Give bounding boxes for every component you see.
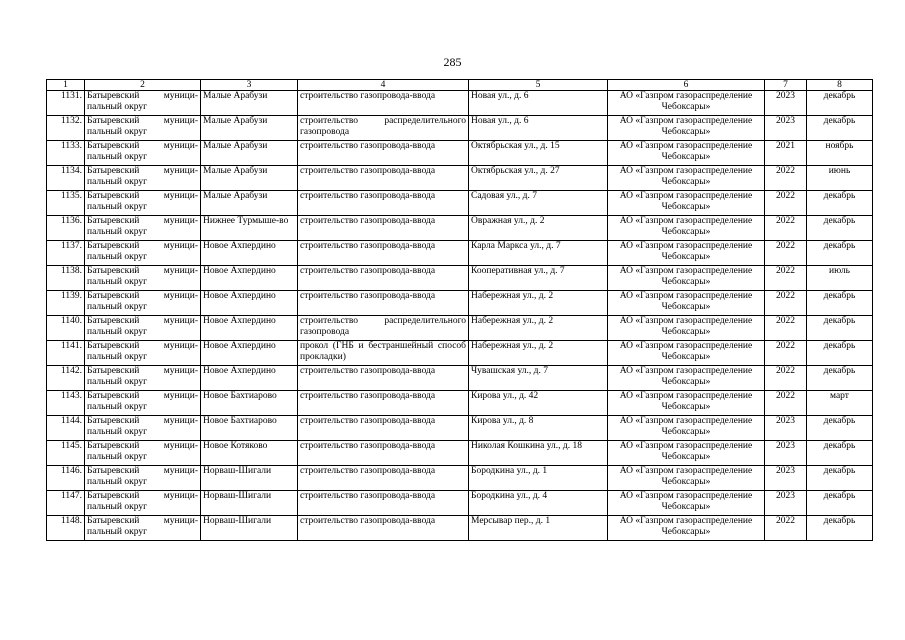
work-type-cell: строительство газопровода-ввода <box>298 91 469 116</box>
district-cell: Батыревский муници-пальный округ <box>85 266 201 291</box>
month-cell: март <box>807 391 873 416</box>
work-type-cell: строительство газопровода-ввода <box>298 366 469 391</box>
month-cell: ноябрь <box>807 141 873 166</box>
organization-cell: АО «Газпром газораспределение Чебоксары» <box>608 316 765 341</box>
page-number: 285 <box>443 55 462 69</box>
organization-cell: АО «Газпром газораспределение Чебоксары» <box>608 291 765 316</box>
table-row <box>47 416 873 441</box>
table-row <box>47 316 873 341</box>
organization-cell: АО «Газпром газораспределение Чебоксары» <box>608 191 765 216</box>
organization-cell: АО «Газпром газораспределение Чебоксары» <box>608 516 765 541</box>
year-cell: 2022 <box>765 266 807 291</box>
settlement-cell: Новое Бахтиарово <box>201 391 298 416</box>
table-row <box>47 391 873 416</box>
district-cell: Батыревский муници-пальный округ <box>85 341 201 366</box>
table-row <box>47 516 873 541</box>
address-cell: Бородкина ул., д. 1 <box>469 466 608 491</box>
district-cell: Батыревский муници-пальный округ <box>85 291 201 316</box>
year-cell: 2022 <box>765 316 807 341</box>
year-cell: 2022 <box>765 291 807 316</box>
table-row <box>47 266 873 291</box>
organization-cell: АО «Газпром газораспределение Чебоксары» <box>608 166 765 191</box>
row-number-cell: 1131. <box>47 91 85 116</box>
work-type-cell: строительство газопровода-ввода <box>298 391 469 416</box>
row-number-cell: 1146. <box>47 466 85 491</box>
month-cell: декабрь <box>807 191 873 216</box>
table-body <box>47 91 873 541</box>
column-number-row <box>47 80 873 91</box>
settlement-cell: Нижнее Турмыше-во <box>201 216 298 241</box>
settlement-cell: Малые Арабузи <box>201 141 298 166</box>
address-cell: Кооперативная ул., д. 7 <box>469 266 608 291</box>
row-number-cell: 1145. <box>47 441 85 466</box>
district-cell: Батыревский муници-пальный округ <box>85 366 201 391</box>
address-cell: Бородкина ул., д. 4 <box>469 491 608 516</box>
work-type-cell: строительство газопровода-ввода <box>298 141 469 166</box>
work-type-cell: строительство газопровода-ввода <box>298 516 469 541</box>
work-type-cell: строительство газопровода-ввода <box>298 466 469 491</box>
table-row <box>47 166 873 191</box>
organization-cell: АО «Газпром газораспределение Чебоксары» <box>608 466 765 491</box>
settlement-cell: Новое Бахтиарово <box>201 416 298 441</box>
district-cell: Батыревский муници-пальный округ <box>85 491 201 516</box>
district-cell: Батыревский муници-пальный округ <box>85 316 201 341</box>
district-cell: Батыревский муници-пальный округ <box>85 241 201 266</box>
month-cell: июль <box>807 266 873 291</box>
column-header: 6 <box>608 80 765 91</box>
table-row <box>47 216 873 241</box>
settlement-cell: Норваш-Шигали <box>201 491 298 516</box>
table-row <box>47 441 873 466</box>
year-cell: 2022 <box>765 241 807 266</box>
settlement-cell: Новое Ахпердино <box>201 266 298 291</box>
organization-cell: АО «Газпром газораспределение Чебоксары» <box>608 241 765 266</box>
district-cell: Батыревский муници-пальный округ <box>85 466 201 491</box>
year-cell: 2022 <box>765 516 807 541</box>
settlement-cell: Норваш-Шигали <box>201 466 298 491</box>
work-type-cell: строительство газопровода-ввода <box>298 191 469 216</box>
row-number-cell: 1134. <box>47 166 85 191</box>
address-cell: Кирова ул., д. 8 <box>469 416 608 441</box>
row-number-cell: 1133. <box>47 141 85 166</box>
table-row <box>47 91 873 116</box>
address-cell: Новая ул., д. 6 <box>469 116 608 141</box>
column-header: 7 <box>765 80 807 91</box>
organization-cell: АО «Газпром газораспределение Чебоксары» <box>608 441 765 466</box>
row-number-cell: 1142. <box>47 366 85 391</box>
organization-cell: АО «Газпром газораспределение Чебоксары» <box>608 341 765 366</box>
settlement-cell: Малые Арабузи <box>201 166 298 191</box>
district-cell: Батыревский муници-пальный округ <box>85 141 201 166</box>
year-cell: 2023 <box>765 491 807 516</box>
month-cell: декабрь <box>807 516 873 541</box>
column-header: 5 <box>469 80 608 91</box>
settlement-cell: Новое Ахпердино <box>201 291 298 316</box>
year-cell: 2022 <box>765 366 807 391</box>
month-cell: декабрь <box>807 491 873 516</box>
organization-cell: АО «Газпром газораспределение Чебоксары» <box>608 416 765 441</box>
year-cell: 2022 <box>765 166 807 191</box>
work-type-cell: строительство распределительного газопровода <box>298 316 469 341</box>
address-cell: Мерсывар пер., д. 1 <box>469 516 608 541</box>
year-cell: 2023 <box>765 116 807 141</box>
address-cell: Набережная ул., д. 2 <box>469 316 608 341</box>
address-cell: Овражная ул., д. 2 <box>469 216 608 241</box>
column-header: 3 <box>201 80 298 91</box>
work-type-cell: строительство распределительного газопровода <box>298 116 469 141</box>
year-cell: 2022 <box>765 341 807 366</box>
organization-cell: АО «Газпром газораспределение Чебоксары» <box>608 391 765 416</box>
year-cell: 2022 <box>765 191 807 216</box>
month-cell: декабрь <box>807 291 873 316</box>
district-cell: Батыревский муници-пальный округ <box>85 216 201 241</box>
column-header: 4 <box>298 80 469 91</box>
year-cell: 2023 <box>765 466 807 491</box>
district-cell: Батыревский муници-пальный округ <box>85 441 201 466</box>
row-number-cell: 1137. <box>47 241 85 266</box>
work-type-cell: строительство газопровода-ввода <box>298 241 469 266</box>
column-header: 8 <box>807 80 873 91</box>
row-number-cell: 1147. <box>47 491 85 516</box>
table-row <box>47 241 873 266</box>
month-cell: декабрь <box>807 416 873 441</box>
month-cell: декабрь <box>807 91 873 116</box>
organization-cell: АО «Газпром газораспределение Чебоксары» <box>608 491 765 516</box>
organization-cell: АО «Газпром газораспределение Чебоксары» <box>608 266 765 291</box>
table-row <box>47 291 873 316</box>
table-row <box>47 466 873 491</box>
address-cell: Октябрьская ул., д. 27 <box>469 166 608 191</box>
address-cell: Новая ул., д. 6 <box>469 91 608 116</box>
month-cell: декабрь <box>807 466 873 491</box>
table-row <box>47 491 873 516</box>
month-cell: декабрь <box>807 366 873 391</box>
address-cell: Октябрьская ул., д. 15 <box>469 141 608 166</box>
district-cell: Батыревский муници-пальный округ <box>85 416 201 441</box>
year-cell: 2022 <box>765 216 807 241</box>
organization-cell: АО «Газпром газораспределение Чебоксары» <box>608 116 765 141</box>
organization-cell: АО «Газпром газораспределение Чебоксары» <box>608 141 765 166</box>
settlement-cell: Малые Арабузи <box>201 91 298 116</box>
settlement-cell: Новое Ахпердино <box>201 241 298 266</box>
month-cell: декабрь <box>807 341 873 366</box>
table-row <box>47 341 873 366</box>
address-cell: Николая Кошкина ул., д. 18 <box>469 441 608 466</box>
row-number-cell: 1136. <box>47 216 85 241</box>
work-type-cell: строительство газопровода-ввода <box>298 166 469 191</box>
organization-cell: АО «Газпром газораспределение Чебоксары» <box>608 91 765 116</box>
row-number-cell: 1132. <box>47 116 85 141</box>
table-row <box>47 116 873 141</box>
work-type-cell: строительство газопровода-ввода <box>298 291 469 316</box>
row-number-cell: 1148. <box>47 516 85 541</box>
row-number-cell: 1144. <box>47 416 85 441</box>
district-cell: Батыревский муници-пальный округ <box>85 166 201 191</box>
settlement-cell: Новое Котяково <box>201 441 298 466</box>
address-cell: Карла Маркса ул., д. 7 <box>469 241 608 266</box>
organization-cell: АО «Газпром газораспределение Чебоксары» <box>608 366 765 391</box>
table-row <box>47 191 873 216</box>
settlement-cell: Новое Ахпердино <box>201 366 298 391</box>
settlement-cell: Малые Арабузи <box>201 191 298 216</box>
gasification-table <box>46 79 873 541</box>
month-cell: декабрь <box>807 216 873 241</box>
month-cell: декабрь <box>807 441 873 466</box>
table-row <box>47 141 873 166</box>
work-type-cell: строительство газопровода-ввода <box>298 216 469 241</box>
row-number-cell: 1139. <box>47 291 85 316</box>
address-cell: Набережная ул., д. 2 <box>469 341 608 366</box>
work-type-cell: прокол (ГНБ и бестраншейный способ прокладки) <box>298 341 469 366</box>
district-cell: Батыревский муници-пальный округ <box>85 116 201 141</box>
address-cell: Набережная ул., д. 2 <box>469 291 608 316</box>
year-cell: 2022 <box>765 391 807 416</box>
work-type-cell: строительство газопровода-ввода <box>298 416 469 441</box>
work-type-cell: строительство газопровода-ввода <box>298 266 469 291</box>
district-cell: Батыревский муници-пальный округ <box>85 516 201 541</box>
organization-cell: АО «Газпром газораспределение Чебоксары» <box>608 216 765 241</box>
row-number-cell: 1135. <box>47 191 85 216</box>
address-cell: Кирова ул., д. 42 <box>469 391 608 416</box>
row-number-cell: 1143. <box>47 391 85 416</box>
row-number-cell: 1138. <box>47 266 85 291</box>
settlement-cell: Новое Ахпердино <box>201 341 298 366</box>
address-cell: Чувашская ул., д. 7 <box>469 366 608 391</box>
column-header: 1 <box>47 80 85 91</box>
year-cell: 2023 <box>765 441 807 466</box>
year-cell: 2023 <box>765 416 807 441</box>
month-cell: июнь <box>807 166 873 191</box>
work-type-cell: строительство газопровода-ввода <box>298 441 469 466</box>
table-row <box>47 366 873 391</box>
address-cell: Садовая ул., д. 7 <box>469 191 608 216</box>
row-number-cell: 1141. <box>47 341 85 366</box>
month-cell: декабрь <box>807 316 873 341</box>
year-cell: 2021 <box>765 141 807 166</box>
settlement-cell: Малые Арабузи <box>201 116 298 141</box>
settlement-cell: Норваш-Шигали <box>201 516 298 541</box>
work-type-cell: строительство газопровода-ввода <box>298 491 469 516</box>
settlement-cell: Новое Ахпердино <box>201 316 298 341</box>
column-header: 2 <box>85 80 201 91</box>
row-number-cell: 1140. <box>47 316 85 341</box>
district-cell: Батыревский муници-пальный округ <box>85 391 201 416</box>
month-cell: декабрь <box>807 241 873 266</box>
month-cell: декабрь <box>807 116 873 141</box>
year-cell: 2023 <box>765 91 807 116</box>
district-cell: Батыревский муници-пальный округ <box>85 91 201 116</box>
district-cell: Батыревский муници-пальный округ <box>85 191 201 216</box>
